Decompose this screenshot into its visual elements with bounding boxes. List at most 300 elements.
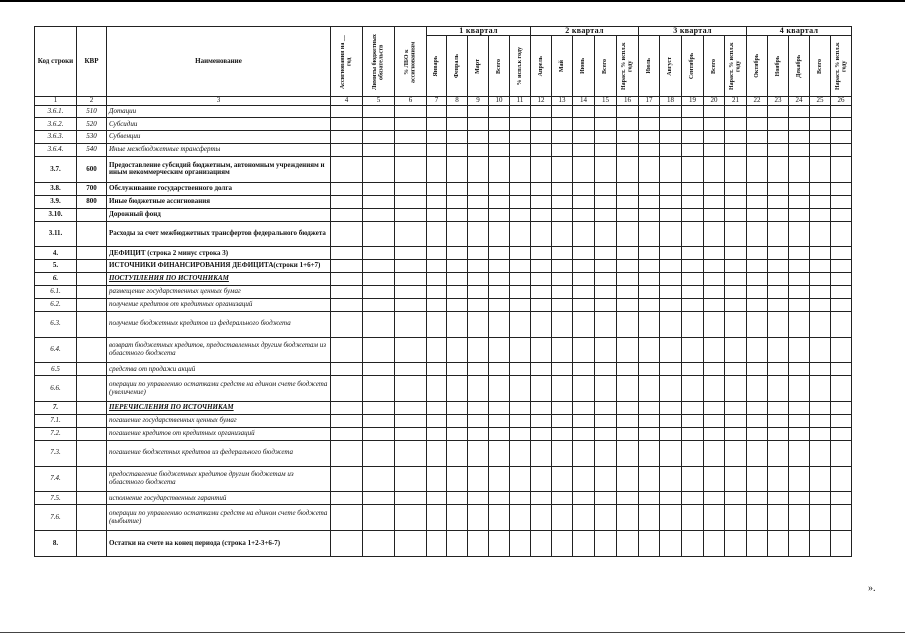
value-cell <box>704 376 725 402</box>
row-code: 3.7. <box>35 157 77 183</box>
value-cell <box>331 337 363 363</box>
value-cell <box>531 247 552 260</box>
value-cell <box>447 260 468 273</box>
column-number: 2 <box>77 97 107 106</box>
value-cell <box>617 260 639 273</box>
value-cell <box>552 131 573 144</box>
value-cell <box>510 337 531 363</box>
value-cell <box>468 286 489 299</box>
value-cell <box>595 144 617 157</box>
value-cell <box>489 273 510 286</box>
row-code: 3.10. <box>35 208 77 221</box>
value-cell <box>682 195 704 208</box>
value-cell <box>447 466 468 492</box>
value-cell <box>468 337 489 363</box>
value-cell <box>682 260 704 273</box>
value-cell <box>682 427 704 440</box>
value-cell <box>617 402 639 415</box>
value-cell <box>660 247 682 260</box>
value-cell <box>595 376 617 402</box>
header-month-q1-5: % испл.к году <box>510 36 531 97</box>
row-kvr <box>77 260 107 273</box>
value-cell <box>831 414 852 427</box>
value-cell <box>831 376 852 402</box>
value-cell <box>427 531 447 557</box>
row-code: 7.3. <box>35 440 77 466</box>
value-cell <box>704 195 725 208</box>
value-cell <box>639 427 660 440</box>
bottom-border <box>0 632 905 633</box>
value-cell <box>660 182 682 195</box>
value-cell <box>810 105 831 118</box>
table-row <box>35 105 852 118</box>
column-number: 7 <box>427 97 447 106</box>
value-cell <box>704 286 725 299</box>
value-cell <box>531 505 552 531</box>
value-cell <box>331 247 363 260</box>
value-cell <box>617 182 639 195</box>
value-cell <box>489 286 510 299</box>
value-cell <box>363 131 395 144</box>
header-name: Наименование <box>107 27 331 97</box>
value-cell <box>552 363 573 376</box>
value-cell <box>639 144 660 157</box>
value-cell <box>725 260 747 273</box>
value-cell <box>682 466 704 492</box>
row-name: ДЕФИЦИТ (строка 2 минус строка 3) <box>107 247 331 260</box>
value-cell <box>552 286 573 299</box>
value-cell <box>552 195 573 208</box>
value-cell <box>510 531 531 557</box>
value-cell <box>617 337 639 363</box>
value-cell <box>810 144 831 157</box>
value-cell <box>489 247 510 260</box>
value-cell <box>810 182 831 195</box>
value-cell <box>682 157 704 183</box>
row-code: 8. <box>35 531 77 557</box>
table-row <box>35 531 852 557</box>
value-cell <box>552 182 573 195</box>
value-cell <box>747 363 768 376</box>
value-cell <box>363 427 395 440</box>
value-cell <box>510 247 531 260</box>
value-cell <box>768 157 789 183</box>
value-cell <box>331 221 363 247</box>
header-kvr: КВР <box>77 27 107 97</box>
value-cell <box>331 208 363 221</box>
row-kvr: 600 <box>77 157 107 183</box>
table-row <box>35 221 852 247</box>
value-cell <box>468 118 489 131</box>
value-cell <box>831 337 852 363</box>
value-cell <box>747 505 768 531</box>
value-cell <box>682 505 704 531</box>
value-cell <box>510 466 531 492</box>
value-cell <box>831 182 852 195</box>
value-cell <box>552 505 573 531</box>
value-cell <box>595 427 617 440</box>
value-cell <box>747 402 768 415</box>
value-cell <box>331 105 363 118</box>
value-cell <box>747 157 768 183</box>
value-cell <box>573 247 595 260</box>
value-cell <box>447 105 468 118</box>
table-row <box>35 195 852 208</box>
value-cell <box>573 440 595 466</box>
value-cell <box>363 118 395 131</box>
value-cell <box>468 414 489 427</box>
header-month-q4-1: Октябрь <box>747 36 768 97</box>
value-cell <box>725 144 747 157</box>
row-kvr: 510 <box>77 105 107 118</box>
value-cell <box>427 298 447 311</box>
value-cell <box>660 195 682 208</box>
table-row <box>35 427 852 440</box>
top-border <box>0 0 905 2</box>
value-cell <box>427 427 447 440</box>
value-cell <box>447 298 468 311</box>
value-cell <box>768 273 789 286</box>
value-cell <box>831 531 852 557</box>
value-cell <box>789 144 810 157</box>
value-cell <box>363 144 395 157</box>
value-cell <box>489 363 510 376</box>
value-cell <box>510 286 531 299</box>
value-cell <box>510 144 531 157</box>
value-cell <box>552 247 573 260</box>
row-kvr <box>77 492 107 505</box>
value-cell <box>789 208 810 221</box>
value-cell <box>363 260 395 273</box>
value-cell <box>331 363 363 376</box>
value-cell <box>447 182 468 195</box>
value-cell <box>725 273 747 286</box>
value-cell <box>639 247 660 260</box>
value-cell <box>704 531 725 557</box>
value-cell <box>595 195 617 208</box>
row-kvr: 530 <box>77 131 107 144</box>
value-cell <box>489 105 510 118</box>
value-cell <box>447 363 468 376</box>
value-cell <box>395 466 427 492</box>
row-kvr <box>77 414 107 427</box>
row-code: 6.4. <box>35 337 77 363</box>
column-number: 15 <box>595 97 617 106</box>
value-cell <box>468 260 489 273</box>
value-cell <box>595 531 617 557</box>
header-quarter-1: 1 квартал <box>427 27 531 36</box>
value-cell <box>552 105 573 118</box>
value-cell <box>573 144 595 157</box>
value-cell <box>660 427 682 440</box>
value-cell <box>510 105 531 118</box>
value-cell <box>427 105 447 118</box>
value-cell <box>725 157 747 183</box>
value-cell <box>682 298 704 311</box>
value-cell <box>468 440 489 466</box>
value-cell <box>552 440 573 466</box>
value-cell <box>617 131 639 144</box>
header-code: Код строки <box>35 27 77 97</box>
value-cell <box>489 440 510 466</box>
value-cell <box>810 195 831 208</box>
value-cell <box>489 195 510 208</box>
value-cell <box>595 131 617 144</box>
value-cell <box>831 286 852 299</box>
value-cell <box>395 311 427 337</box>
value-cell <box>363 414 395 427</box>
value-cell <box>747 298 768 311</box>
value-cell <box>468 131 489 144</box>
value-cell <box>531 363 552 376</box>
row-kvr <box>77 363 107 376</box>
value-cell <box>747 221 768 247</box>
value-cell <box>747 195 768 208</box>
value-cell <box>573 208 595 221</box>
value-cell <box>789 531 810 557</box>
value-cell <box>363 402 395 415</box>
value-cell <box>395 260 427 273</box>
value-cell <box>660 273 682 286</box>
value-cell <box>363 440 395 466</box>
value-cell <box>573 402 595 415</box>
table-row <box>35 298 852 311</box>
value-cell <box>395 376 427 402</box>
value-cell <box>395 208 427 221</box>
value-cell <box>552 402 573 415</box>
value-cell <box>704 221 725 247</box>
column-number: 8 <box>447 97 468 106</box>
value-cell <box>747 286 768 299</box>
value-cell <box>831 195 852 208</box>
value-cell <box>725 505 747 531</box>
value-cell <box>768 466 789 492</box>
value-cell <box>725 440 747 466</box>
value-cell <box>810 286 831 299</box>
column-number: 23 <box>768 97 789 106</box>
column-number: 5 <box>363 97 395 106</box>
row-kvr <box>77 286 107 299</box>
value-cell <box>595 221 617 247</box>
value-cell <box>363 221 395 247</box>
row-name: ИСТОЧНИКИ ФИНАНСИРОВАНИЯ ДЕФИЦИТА(строки 1+6+7) <box>107 260 331 273</box>
value-cell <box>531 440 552 466</box>
column-number: 3 <box>107 97 331 106</box>
row-name: Дорожный фонд <box>107 208 331 221</box>
value-cell <box>682 376 704 402</box>
value-cell <box>725 182 747 195</box>
value-cell <box>789 311 810 337</box>
value-cell <box>768 337 789 363</box>
value-cell <box>617 363 639 376</box>
value-cell <box>768 221 789 247</box>
value-cell <box>660 105 682 118</box>
value-cell <box>660 363 682 376</box>
value-cell <box>768 492 789 505</box>
value-cell <box>427 402 447 415</box>
value-cell <box>395 440 427 466</box>
row-kvr <box>77 466 107 492</box>
row-kvr: 800 <box>77 195 107 208</box>
value-cell <box>617 492 639 505</box>
value-cell <box>682 531 704 557</box>
value-cell <box>704 337 725 363</box>
value-cell <box>682 105 704 118</box>
value-cell <box>810 221 831 247</box>
value-cell <box>489 298 510 311</box>
value-cell <box>682 492 704 505</box>
row-kvr <box>77 427 107 440</box>
value-cell <box>573 298 595 311</box>
row-code: 7.2. <box>35 427 77 440</box>
value-cell <box>531 260 552 273</box>
value-cell <box>427 247 447 260</box>
value-cell <box>789 286 810 299</box>
value-cell <box>595 505 617 531</box>
value-cell <box>810 492 831 505</box>
value-cell <box>639 363 660 376</box>
value-cell <box>395 505 427 531</box>
value-cell <box>704 363 725 376</box>
value-cell <box>747 247 768 260</box>
row-name: Расходы за счет межбюджетных трансфертов федерального бюджета <box>107 221 331 247</box>
value-cell <box>531 144 552 157</box>
value-cell <box>510 402 531 415</box>
row-kvr <box>77 337 107 363</box>
header-month-q2-3: Июнь <box>573 36 595 97</box>
value-cell <box>831 208 852 221</box>
value-cell <box>489 492 510 505</box>
value-cell <box>595 337 617 363</box>
value-cell <box>427 157 447 183</box>
value-cell <box>531 337 552 363</box>
value-cell <box>447 427 468 440</box>
value-cell <box>617 531 639 557</box>
value-cell <box>682 118 704 131</box>
value-cell <box>468 427 489 440</box>
value-cell <box>363 531 395 557</box>
value-cell <box>489 144 510 157</box>
header-month-q4-4: Всего <box>810 36 831 97</box>
value-cell <box>363 337 395 363</box>
value-cell <box>768 247 789 260</box>
table-row <box>35 131 852 144</box>
value-cell <box>747 131 768 144</box>
value-cell <box>468 247 489 260</box>
value-cell <box>617 144 639 157</box>
value-cell <box>747 376 768 402</box>
value-cell <box>331 402 363 415</box>
header-month-q2-5: Нараст. % испл.к году <box>617 36 639 97</box>
row-name: операции по управлению остатками средств на едином счете бюджета (выбытие) <box>107 505 331 531</box>
value-cell <box>489 376 510 402</box>
value-cell <box>489 414 510 427</box>
value-cell <box>682 221 704 247</box>
value-cell <box>531 414 552 427</box>
row-kvr <box>77 208 107 221</box>
header-month-q3-3: Сентябрь <box>682 36 704 97</box>
value-cell <box>427 221 447 247</box>
value-cell <box>660 131 682 144</box>
row-code: 3.6.1. <box>35 105 77 118</box>
value-cell <box>682 144 704 157</box>
value-cell <box>573 105 595 118</box>
column-number: 19 <box>682 97 704 106</box>
value-cell <box>747 144 768 157</box>
value-cell <box>510 298 531 311</box>
value-cell <box>747 427 768 440</box>
header-quarter-3: 3 квартал <box>639 27 747 36</box>
value-cell <box>573 221 595 247</box>
row-code: 6.1. <box>35 286 77 299</box>
value-cell <box>660 311 682 337</box>
value-cell <box>660 440 682 466</box>
row-name: Остатки на счете на конец периода (строка 1+2-3+6-7) <box>107 531 331 557</box>
value-cell <box>363 492 395 505</box>
value-cell <box>725 531 747 557</box>
value-cell <box>617 311 639 337</box>
value-cell <box>552 311 573 337</box>
value-cell <box>682 414 704 427</box>
value-cell <box>573 131 595 144</box>
value-cell <box>789 182 810 195</box>
value-cell <box>789 131 810 144</box>
value-cell <box>639 531 660 557</box>
value-cell <box>573 157 595 183</box>
value-cell <box>573 260 595 273</box>
header-month-q4-5: Нараст. % испл.к году <box>831 36 852 97</box>
value-cell <box>768 440 789 466</box>
value-cell <box>595 118 617 131</box>
value-cell <box>831 427 852 440</box>
value-cell <box>427 260 447 273</box>
value-cell <box>660 260 682 273</box>
value-cell <box>510 363 531 376</box>
value-cell <box>552 337 573 363</box>
value-cell <box>468 505 489 531</box>
value-cell <box>531 376 552 402</box>
value-cell <box>768 376 789 402</box>
value-cell <box>810 440 831 466</box>
value-cell <box>682 286 704 299</box>
table-row <box>35 182 852 195</box>
value-cell <box>510 440 531 466</box>
value-cell <box>747 273 768 286</box>
value-cell <box>363 247 395 260</box>
value-cell <box>747 492 768 505</box>
table-row <box>35 505 852 531</box>
value-cell <box>363 363 395 376</box>
value-cell <box>789 195 810 208</box>
value-cell <box>489 311 510 337</box>
row-name: средства от продажи акций <box>107 363 331 376</box>
value-cell <box>573 273 595 286</box>
value-cell <box>595 363 617 376</box>
value-cell <box>617 157 639 183</box>
value-cell <box>831 118 852 131</box>
row-name: ПЕРЕЧИСЛЕНИЯ ПО ИСТОЧНИКАМ <box>107 402 331 415</box>
value-cell <box>363 157 395 183</box>
row-name: ПОСТУПЛЕНИЯ ПО ИСТОЧНИКАМ <box>107 273 331 286</box>
header-month-q2-1: Апрель <box>531 36 552 97</box>
table-row <box>35 247 852 260</box>
value-cell <box>427 376 447 402</box>
value-cell <box>331 273 363 286</box>
value-cell <box>704 402 725 415</box>
row-kvr <box>77 505 107 531</box>
value-cell <box>660 414 682 427</box>
value-cell <box>639 505 660 531</box>
